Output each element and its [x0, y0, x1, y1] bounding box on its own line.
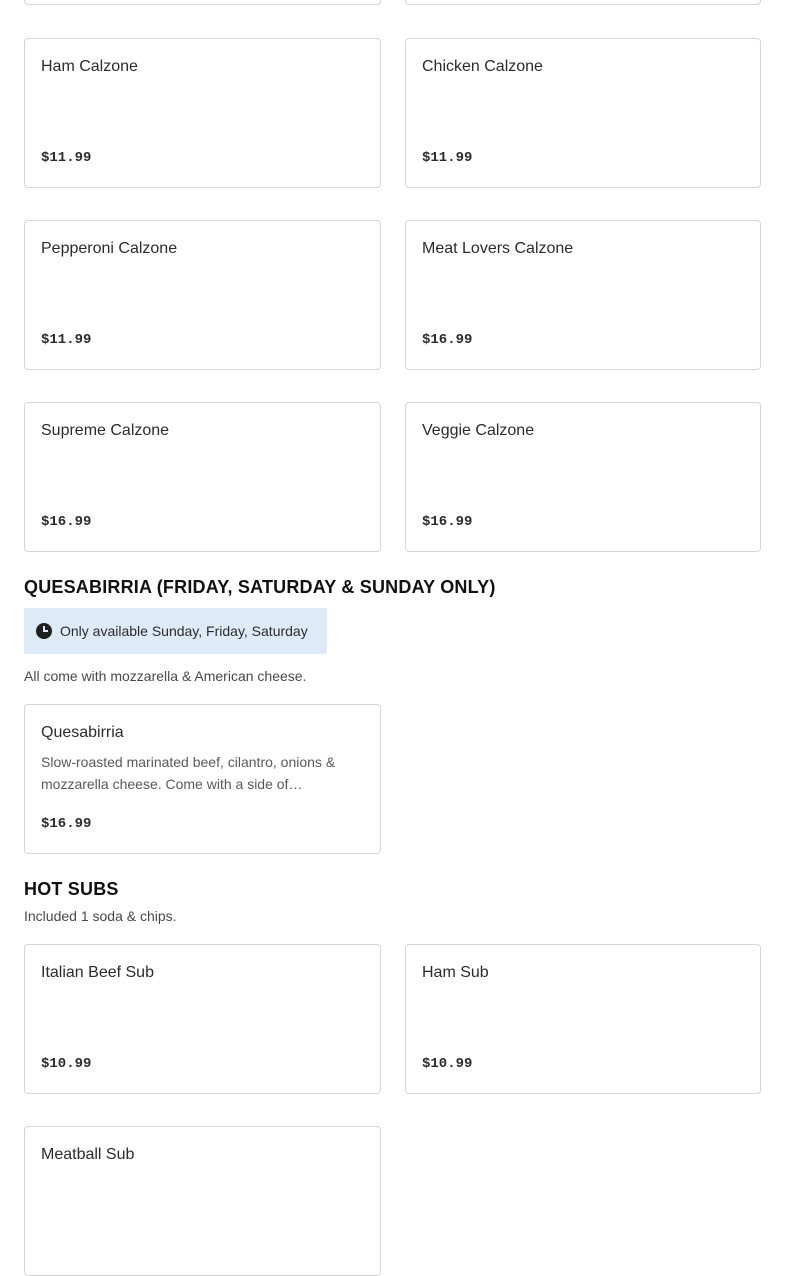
- menu-item-chicken-calzone[interactable]: [405, 38, 761, 188]
- menu-item-pepperoni-calzone[interactable]: [24, 220, 381, 370]
- availability-text: Only available Sunday, Friday, Saturday: [60, 623, 308, 639]
- item-price: $16.99: [422, 332, 473, 348]
- menu-item-supreme-calzone[interactable]: [24, 402, 381, 552]
- menu-item-ham-sub[interactable]: [405, 944, 761, 1094]
- item-name: Pepperoni Calzone: [41, 240, 178, 257]
- item-description: Slow-roasted marinated beef, cilantro, onions & mozzarella cheese. Come with a side of…: [41, 754, 336, 792]
- menu-item-ham-calzone[interactable]: [24, 38, 381, 188]
- item-name: Quesabirria: [41, 724, 124, 741]
- menu-item-veggie-calzone[interactable]: [405, 402, 761, 552]
- item-price: $16.99: [422, 514, 473, 530]
- availability-badge: [24, 608, 327, 654]
- item-price: $10.99: [422, 1056, 473, 1072]
- menu-item-quesabirria[interactable]: [24, 704, 381, 854]
- item-price: $16.99: [41, 816, 92, 832]
- item-name: Chicken Calzone: [422, 58, 543, 75]
- menu-item-meat-lovers-calzone[interactable]: [405, 220, 761, 370]
- section-title-hot-subs: HOT SUBS: [24, 879, 119, 899]
- section-description: Included 1 soda & chips.: [24, 908, 177, 924]
- item-price: $11.99: [41, 332, 92, 348]
- menu-item-card[interactable]: [24, 0, 381, 5]
- item-name: Meatball Sub: [41, 1146, 135, 1163]
- menu-item-card[interactable]: [405, 0, 761, 5]
- item-price: $11.99: [422, 150, 473, 166]
- item-name: Veggie Calzone: [422, 422, 535, 439]
- item-name: Meat Lovers Calzone: [422, 240, 574, 257]
- item-price: $10.99: [41, 1056, 92, 1072]
- section-description: All come with mozzarella & American cheese.: [24, 668, 307, 684]
- clock-icon: [36, 623, 52, 639]
- item-name: Ham Sub: [422, 964, 489, 981]
- section-title-quesabirria: QUESABIRRIA (FRIDAY, SATURDAY & SUNDAY ONLY): [24, 577, 496, 597]
- menu-item-meatball-sub[interactable]: [24, 1126, 381, 1276]
- item-price: $11.99: [41, 150, 92, 166]
- item-price: $16.99: [41, 514, 92, 530]
- item-name: Italian Beef Sub: [41, 964, 154, 981]
- item-name: Ham Calzone: [41, 58, 138, 75]
- menu-item-italian-beef-sub[interactable]: [24, 944, 381, 1094]
- item-name: Supreme Calzone: [41, 422, 170, 439]
